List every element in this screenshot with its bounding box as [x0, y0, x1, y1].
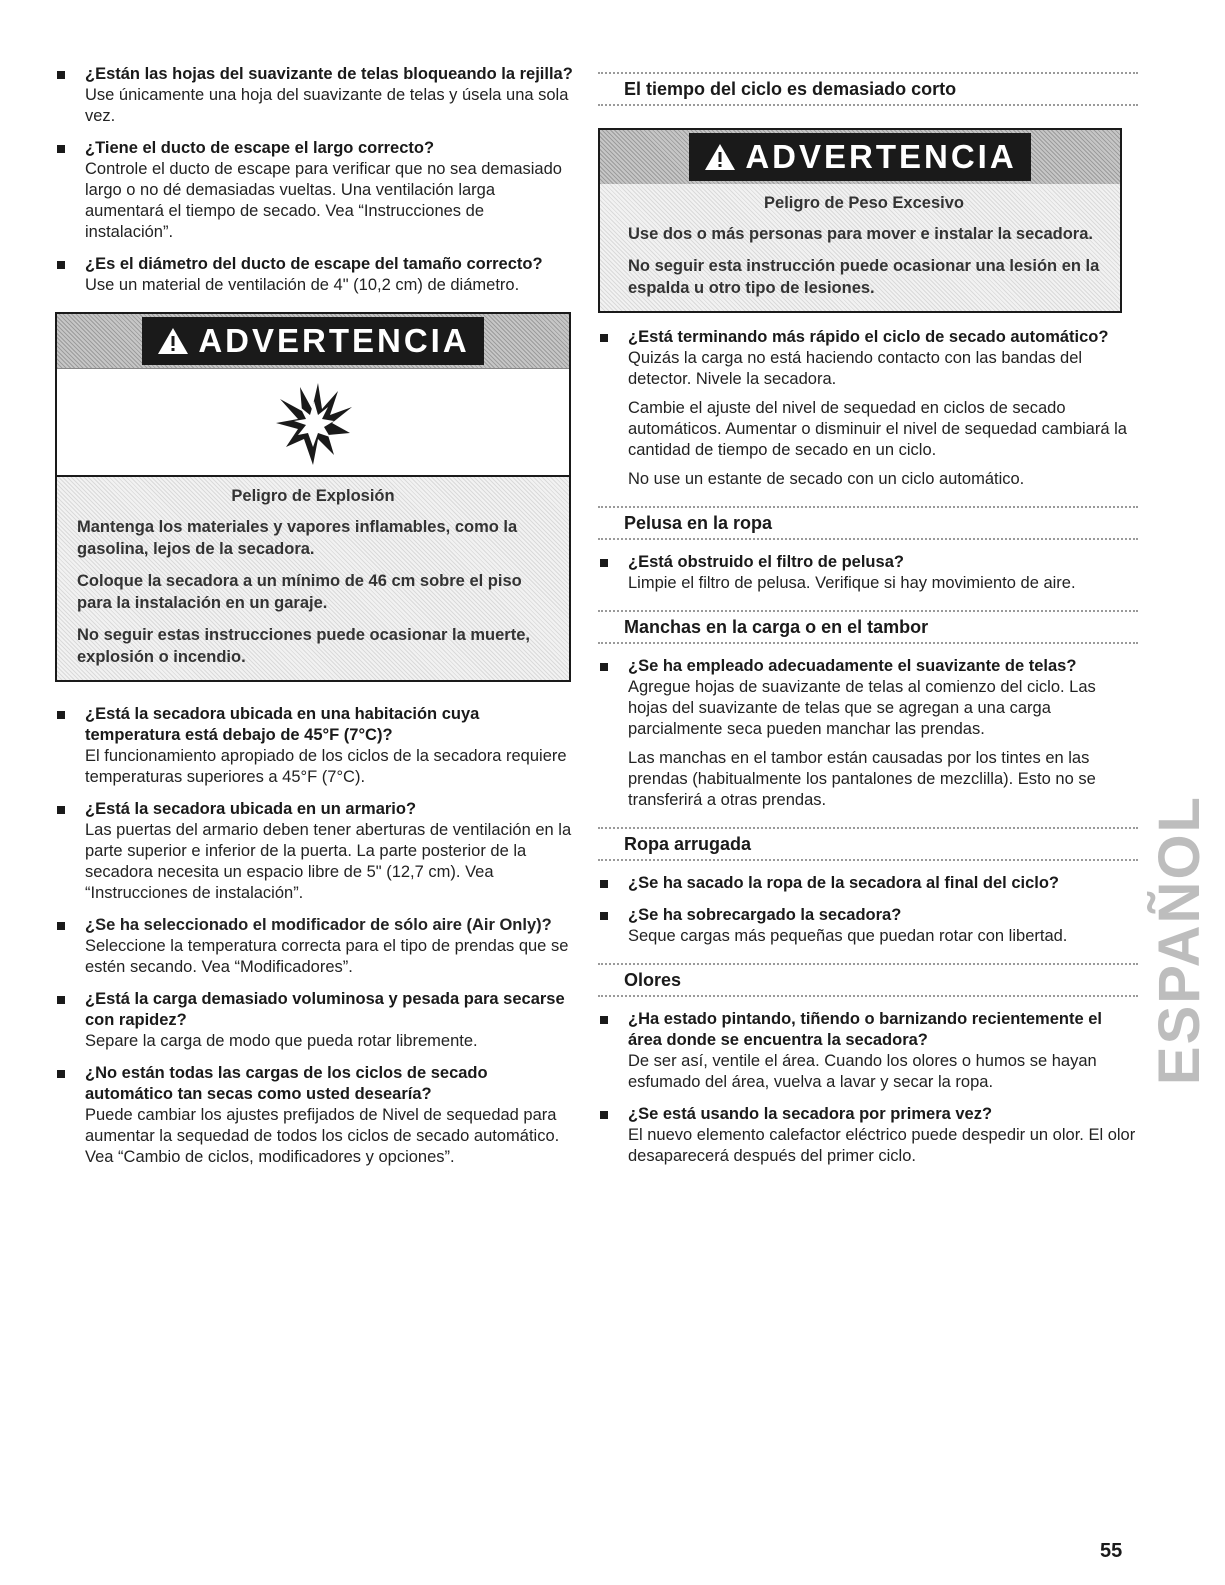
weight-warning-box	[598, 128, 1122, 313]
answer: Las manchas en el tambor están causadas por los tintes en las prendas (habitualmente los pantalones de mezclilla). Esto no se transferirá a otras prendas.	[628, 749, 1096, 809]
bullet-icon	[57, 922, 65, 930]
bullet-icon	[57, 806, 65, 814]
answer: No use un estante de secado con un ciclo automático.	[628, 470, 1025, 488]
section-heading: Ropa arrugada	[598, 827, 1138, 861]
answer: Seque cargas más pequeñas que puedan rotar con libertad.	[628, 927, 1068, 945]
right-column	[598, 72, 1138, 1178]
question: ¿Se ha empleado adecuadamente el suavizante de telas?	[628, 657, 1077, 675]
question: ¿Está terminando más rápido el ciclo de secado automático?	[628, 328, 1109, 346]
warning-header	[57, 314, 569, 368]
list-item	[55, 704, 575, 788]
bullet-icon	[600, 559, 608, 567]
bullet-icon	[600, 880, 608, 888]
warning-line: No seguir estas instrucciones puede ocasionar la muerte, explosión o incendio.	[77, 626, 530, 666]
warning-banner	[142, 317, 483, 365]
answer: Puede cambiar los ajustes prefijados de Nivel de sequedad para aumentar la sequedad de todos los ciclos de secado automático. Vea “Cambio de ciclos, modificadores y opciones”.	[85, 1106, 560, 1166]
question: ¿Ha estado pintando, tiñendo o barnizando recientemente el área donde se encuentra la secadora?	[628, 1010, 1102, 1049]
bullet-icon	[57, 261, 65, 269]
left-column	[55, 64, 575, 1179]
question: ¿Se ha seleccionado el modificador de sólo aire (Air Only)?	[85, 916, 552, 934]
list-item	[598, 327, 1138, 490]
bullet-icon	[57, 996, 65, 1004]
warning-header	[600, 130, 1120, 184]
bullet-icon	[57, 711, 65, 719]
list-item	[55, 64, 575, 127]
answer: Las puertas del armario deben tener aberturas de ventilación en la parte superior e inferior de la puerta. La parte posterior de la secadora necesita un espacio libre de 5" (12,7 cm). Vea “Instrucciones de instalación”.	[85, 821, 572, 902]
question: ¿Se ha sobrecargado la secadora?	[628, 906, 902, 924]
warning-body	[600, 184, 1120, 311]
question: ¿No están todas las cargas de los ciclos de secado automático tan secas como usted desearía?	[85, 1064, 488, 1103]
warning-title: Peligro de Peso Excesivo	[764, 194, 964, 212]
warning-line: Mantenga los materiales y vapores inflamables, como la gasolina, lejos de la secadora.	[77, 518, 518, 558]
list-item	[55, 915, 575, 978]
language-label-text: ESPAÑOL	[1146, 794, 1212, 1086]
answer: Use únicamente una hoja del suavizante de telas y úsela una sola vez.	[85, 86, 569, 125]
bullet-icon	[57, 145, 65, 153]
list-item	[55, 138, 575, 243]
section-heading: Pelusa en la ropa	[598, 506, 1138, 540]
warning-title: Peligro de Explosión	[231, 487, 395, 505]
bullet-icon	[600, 912, 608, 920]
answer: Quizás la carga no está haciendo contacto con las bandas del detector. Nivele la secadora.	[628, 349, 1083, 388]
section-heading: Olores	[598, 963, 1138, 997]
answer: Use un material de ventilación de 4" (10,2 cm) de diámetro.	[85, 276, 520, 294]
question: ¿Es el diámetro del ducto de escape del tamaño correcto?	[85, 255, 543, 273]
answer: Controle el ducto de escape para verificar que no sea demasiado largo o no dé demasiadas vueltas. Una ventilación larga aumentará el tiempo de secado. Vea “Instrucciones de instalación”.	[85, 160, 562, 241]
bullet-icon	[600, 1111, 608, 1119]
warning-triangle-icon	[703, 142, 737, 172]
bullet-icon	[57, 71, 65, 79]
warning-banner-text: ADVERTENCIA	[198, 322, 470, 359]
list-item	[55, 799, 575, 904]
answer: De ser así, ventile el área. Cuando los olores o humos se hayan esfumado del área, vuelva a lavar y secar la ropa.	[628, 1052, 1097, 1091]
question: ¿Se está usando la secadora por primera vez?	[628, 1105, 993, 1123]
list-item	[55, 989, 575, 1052]
question: ¿Está la carga demasiado voluminosa y pesada para secarse con rapidez?	[85, 990, 565, 1029]
list-item	[598, 905, 1138, 947]
answer: El nuevo elemento calefactor eléctrico puede despedir un olor. El olor desaparecerá después del primer ciclo.	[628, 1126, 1136, 1165]
question: ¿Está la secadora ubicada en un armario?	[85, 800, 417, 818]
list-item	[55, 254, 575, 296]
answer: Cambie el ajuste del nivel de sequedad en ciclos de secado automáticos. Aumentar o disminuir el nivel de sequedad cambiará la cantidad de tiempo de secado en un ciclo.	[628, 399, 1127, 459]
list-item	[598, 552, 1138, 594]
list-item	[55, 1063, 575, 1168]
question: ¿Está obstruido el filtro de pelusa?	[628, 553, 904, 571]
list-item	[598, 1104, 1138, 1167]
question: ¿Tiene el ducto de escape el largo correcto?	[85, 139, 435, 157]
answer: Agregue hojas de suavizante de telas al comienzo del ciclo. Las hojas del suavizante de telas que se agregan a una carga parcialmente seca pueden manchar las prendas.	[628, 678, 1096, 738]
bullet-icon	[57, 1070, 65, 1078]
hazard-area	[57, 368, 569, 475]
warning-triangle-icon	[156, 326, 190, 356]
section-heading: Manchas en la carga o en el tambor	[598, 610, 1138, 644]
list-item	[598, 873, 1138, 894]
explosion-icon	[268, 377, 358, 467]
question-with-answer	[85, 915, 575, 978]
question: ¿Está la secadora ubicada en una habitación cuya temperatura está debajo de 45°F (7°C)?	[85, 705, 480, 744]
warning-line: No seguir esta instrucción puede ocasionar una lesión en la espalda u otro tipo de lesiones.	[628, 257, 1100, 297]
answer: Limpie el filtro de pelusa. Verifique si hay movimiento de aire.	[628, 574, 1076, 592]
question: ¿Se ha sacado la ropa de la secadora al final del ciclo?	[628, 874, 1059, 892]
list-item	[598, 656, 1138, 811]
warning-banner	[689, 133, 1030, 181]
bullet-icon	[600, 334, 608, 342]
warning-body	[57, 475, 569, 680]
answer: Seleccione la temperatura correcta para el tipo de prendas que se estén secando. Vea “Modificadores”.	[85, 937, 569, 976]
answer: Separe la carga de modo que pueda rotar libremente.	[85, 1032, 478, 1050]
warning-banner-text: ADVERTENCIA	[745, 138, 1017, 175]
answer: El funcionamiento apropiado de los ciclos de la secadora requiere temperaturas superiores a 45°F (7°C).	[85, 747, 567, 786]
explosion-warning-box	[55, 312, 571, 682]
question: ¿Están las hojas del suavizante de telas bloqueando la rejilla?	[85, 65, 573, 83]
warning-line: Coloque la secadora a un mínimo de 46 cm sobre el piso para la instalación en un garaje.	[77, 572, 522, 612]
bullet-icon	[600, 1016, 608, 1024]
section-heading: El tiempo del ciclo es demasiado corto	[598, 72, 1138, 106]
language-side-label	[1124, 794, 1225, 1086]
bullet-icon	[600, 663, 608, 671]
page-number: 55	[1100, 1540, 1123, 1562]
list-item	[598, 1009, 1138, 1093]
warning-line: Use dos o más personas para mover e instalar la secadora.	[628, 225, 1093, 243]
